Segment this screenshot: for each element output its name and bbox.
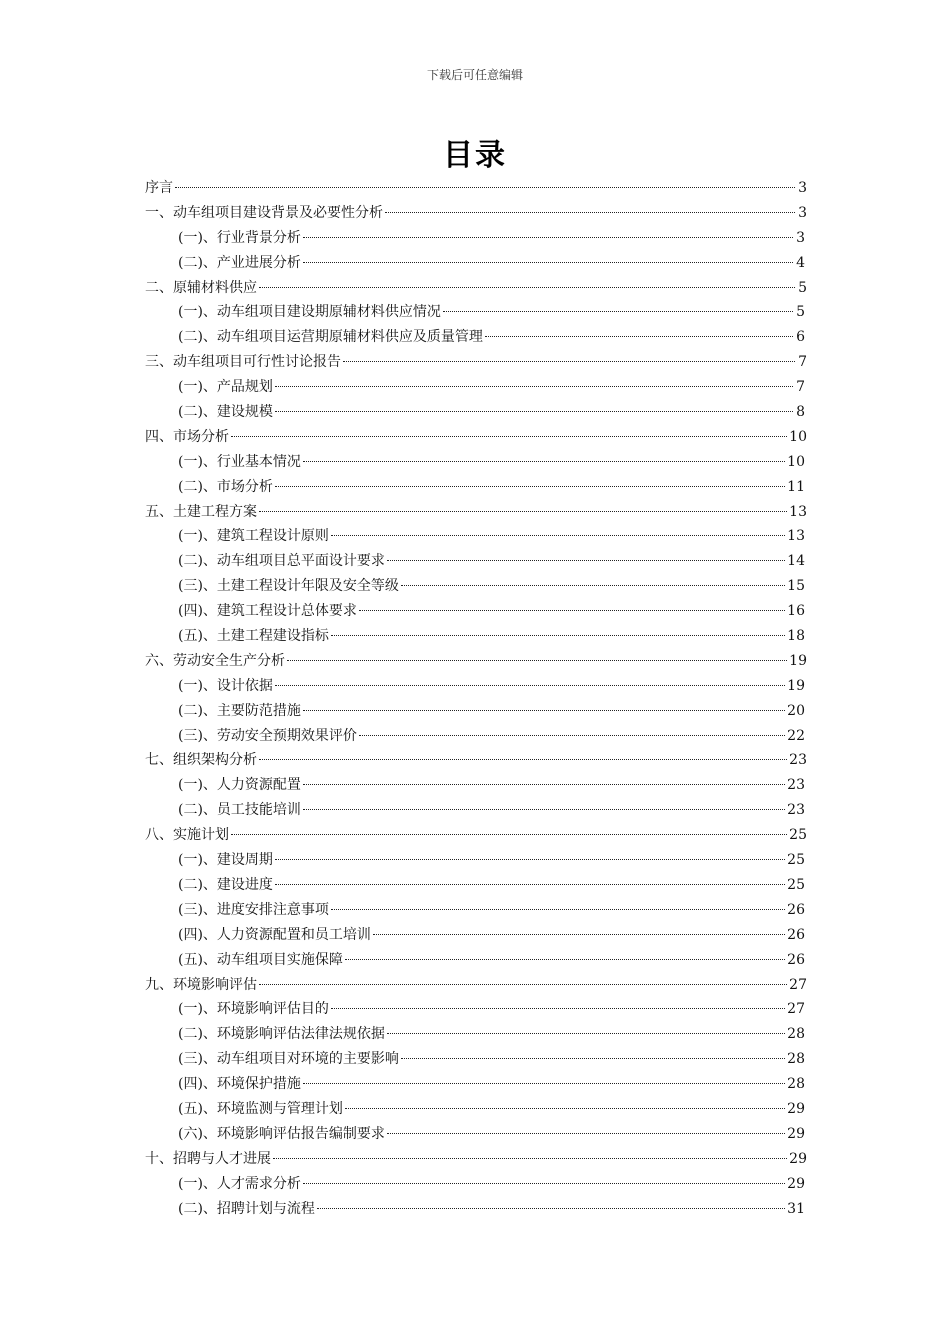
toc-dot-leader [331, 535, 785, 536]
toc-entry-page: 11 [787, 478, 805, 495]
toc-entry[interactable] [145, 748, 807, 773]
toc-entry-page: 29 [789, 1150, 807, 1167]
toc-entry[interactable] [145, 973, 807, 998]
toc-entry[interactable] [145, 425, 807, 450]
toc-dot-leader [331, 635, 785, 636]
toc-entry-page: 18 [787, 628, 805, 645]
toc-entry-label: 五、土建工程方案 [145, 503, 257, 520]
toc-dot-leader [303, 809, 785, 810]
toc-dot-leader [303, 237, 793, 238]
toc-entry[interactable] [145, 226, 807, 251]
toc-entry[interactable] [145, 649, 807, 674]
toc-entry-label: (二)、动车组项目运营期原辅材料供应及质量管理 [178, 329, 483, 346]
toc-entry-page: 8 [796, 404, 805, 421]
toc-entry-label: 八、实施计划 [145, 827, 229, 844]
toc-entry-page: 6 [796, 329, 805, 346]
toc-entry-label: 序言 [145, 180, 173, 196]
toc-dot-leader [331, 1008, 785, 1009]
toc-entry[interactable] [145, 500, 807, 525]
toc-entry[interactable] [145, 201, 807, 226]
toc-entry-page: 31 [787, 1200, 805, 1217]
toc-dot-leader [275, 486, 785, 487]
toc-entry-page: 3 [798, 180, 807, 196]
toc-entry[interactable] [145, 276, 807, 301]
toc-entry[interactable] [145, 574, 807, 599]
toc-dot-leader [175, 187, 795, 188]
toc-entry[interactable] [145, 1097, 807, 1122]
toc-entry-page: 20 [787, 702, 805, 719]
toc-entry-label: (二)、环境影响评估法律法规依据 [178, 1026, 385, 1043]
toc-entry-label: (一)、人才需求分析 [178, 1175, 301, 1192]
toc-entry-label: (二)、招聘计划与流程 [178, 1200, 315, 1217]
toc-entry[interactable] [145, 325, 807, 350]
toc-dot-leader [303, 262, 793, 263]
toc-entry-label: (四)、建筑工程设计总体要求 [178, 603, 357, 620]
toc-entry-label: (二)、市场分析 [178, 478, 273, 495]
toc-entry-page: 25 [789, 827, 807, 844]
toc-dot-leader [275, 884, 785, 885]
toc-entry-label: (二)、员工技能培训 [178, 802, 301, 819]
toc-entry-page: 28 [787, 1026, 805, 1043]
toc-entry-page: 26 [787, 951, 805, 968]
toc-entry-label: (三)、土建工程设计年限及安全等级 [178, 578, 399, 595]
toc-dot-leader [259, 984, 787, 985]
toc-dot-leader [303, 784, 785, 785]
toc-entry-page: 26 [787, 901, 805, 918]
toc-entry-page: 5 [796, 304, 805, 321]
toc-entry-label: (五)、环境监测与管理计划 [178, 1100, 343, 1117]
toc-entry[interactable] [145, 1197, 807, 1222]
toc-entry[interactable] [145, 923, 807, 948]
page-header: 下载后可任意编辑 [426, 68, 523, 82]
toc-entry[interactable] [145, 1172, 807, 1197]
toc-entry[interactable] [145, 1072, 807, 1097]
toc-entry-page: 16 [787, 603, 805, 620]
toc-entry[interactable] [145, 997, 807, 1022]
toc-entry-page: 7 [796, 379, 805, 396]
toc-entry[interactable] [145, 1047, 807, 1072]
toc-entry-page: 15 [787, 578, 805, 595]
toc-dot-leader [331, 909, 785, 910]
toc-dot-leader [303, 1183, 785, 1184]
toc-entry[interactable] [145, 898, 807, 923]
toc-dot-leader [401, 585, 785, 586]
toc-entry[interactable] [145, 798, 807, 823]
toc-entry-label: (二)、产业进展分析 [178, 254, 301, 271]
toc-entry[interactable] [145, 674, 807, 699]
toc-entry-label: (三)、劳动安全预期效果评价 [178, 727, 357, 744]
toc-dot-leader [287, 660, 787, 661]
toc-entry-label: 四、市场分析 [145, 428, 229, 445]
toc-entry-label: (一)、产品规划 [178, 379, 273, 396]
toc-dot-leader [401, 1058, 785, 1059]
page-title: 目录 [443, 138, 507, 173]
toc-entry-page: 29 [787, 1100, 805, 1117]
toc-entry-label: 六、劳动安全生产分析 [145, 652, 285, 669]
toc-entry-label: 十、招聘与人才进展 [145, 1150, 271, 1167]
toc-entry[interactable] [145, 524, 807, 549]
toc-entry[interactable] [145, 773, 807, 798]
table-of-contents [145, 176, 807, 1221]
toc-entry-page: 28 [787, 1076, 805, 1093]
toc-entry[interactable] [145, 400, 807, 425]
toc-dot-leader [275, 685, 785, 686]
toc-dot-leader [385, 212, 795, 213]
toc-entry-label: 二、原辅材料供应 [145, 279, 257, 296]
toc-entry-label: 三、动车组项目可行性讨论报告 [145, 354, 341, 371]
toc-entry[interactable] [145, 724, 807, 749]
toc-dot-leader [259, 759, 787, 760]
toc-entry-label: (二)、建设规模 [178, 404, 273, 421]
toc-entry-label: (一)、行业背景分析 [178, 229, 301, 246]
toc-entry[interactable] [145, 699, 807, 724]
toc-entry[interactable] [145, 549, 807, 574]
toc-dot-leader [387, 560, 785, 561]
toc-entry[interactable] [145, 624, 807, 649]
toc-entry-label: (四)、环境保护措施 [178, 1076, 301, 1093]
toc-entry-page: 10 [789, 428, 807, 445]
toc-dot-leader [345, 959, 785, 960]
toc-entry-label: (三)、动车组项目对环境的主要影响 [178, 1051, 399, 1068]
toc-dot-leader [387, 1133, 785, 1134]
toc-entry-page: 25 [787, 876, 805, 893]
toc-entry[interactable] [145, 823, 807, 848]
toc-dot-leader [303, 461, 785, 462]
toc-entry-label: (五)、动车组项目实施保障 [178, 951, 343, 968]
toc-dot-leader [303, 1083, 785, 1084]
toc-entry-label: 一、动车组项目建设背景及必要性分析 [145, 204, 383, 221]
toc-entry-page: 19 [789, 652, 807, 669]
toc-entry-page: 25 [787, 852, 805, 869]
toc-dot-leader [303, 710, 785, 711]
toc-entry-page: 10 [787, 453, 805, 470]
toc-entry[interactable] [145, 873, 807, 898]
toc-dot-leader [359, 735, 785, 736]
toc-entry[interactable] [145, 450, 807, 475]
toc-entry[interactable] [145, 1022, 807, 1047]
toc-entry[interactable] [145, 475, 807, 500]
toc-entry-label: (一)、环境影响评估目的 [178, 1001, 329, 1018]
toc-entry-page: 3 [798, 204, 807, 221]
toc-dot-leader [359, 610, 785, 611]
toc-entry-page: 14 [787, 553, 805, 570]
toc-entry-page: 23 [787, 802, 805, 819]
toc-dot-leader [485, 336, 793, 337]
toc-entry-label: (四)、人力资源配置和员工培训 [178, 926, 371, 943]
toc-entry-label: (二)、主要防范措施 [178, 702, 301, 719]
toc-entry-label: (一)、动车组项目建设期原辅材料供应情况 [178, 304, 441, 321]
toc-entry-label: (一)、建筑工程设计原则 [178, 528, 329, 545]
toc-entry-label: 九、环境影响评估 [145, 976, 257, 993]
toc-dot-leader [373, 934, 785, 935]
toc-entry-page: 29 [787, 1125, 805, 1142]
toc-dot-leader [317, 1208, 785, 1209]
toc-dot-leader [231, 834, 787, 835]
toc-entry-label: (一)、人力资源配置 [178, 777, 301, 794]
toc-entry-page: 23 [787, 777, 805, 794]
toc-entry-label: (二)、动车组项目总平面设计要求 [178, 553, 385, 570]
toc-entry[interactable] [145, 948, 807, 973]
toc-entry-page: 4 [796, 254, 805, 271]
toc-dot-leader [443, 311, 793, 312]
toc-entry[interactable] [145, 350, 807, 375]
toc-entry-label: (五)、土建工程建设指标 [178, 628, 329, 645]
toc-entry-page: 7 [798, 354, 807, 371]
toc-dot-leader [273, 1158, 787, 1159]
toc-entry[interactable] [145, 848, 807, 873]
toc-entry-page: 28 [787, 1051, 805, 1068]
toc-entry[interactable] [145, 251, 807, 276]
toc-entry[interactable] [145, 300, 807, 325]
toc-entry-page: 23 [789, 752, 807, 769]
toc-dot-leader [387, 1033, 785, 1034]
toc-entry-label: (六)、环境影响评估报告编制要求 [178, 1125, 385, 1142]
toc-entry-page: 3 [796, 229, 805, 246]
toc-dot-leader [259, 287, 795, 288]
toc-entry-label: 七、组织架构分析 [145, 752, 257, 769]
toc-entry-page: 22 [787, 727, 805, 744]
toc-entry[interactable] [145, 375, 807, 400]
toc-entry-page: 5 [798, 279, 807, 296]
toc-entry-label: (二)、建设进度 [178, 876, 273, 893]
toc-entry-label: (三)、进度安排注意事项 [178, 901, 329, 918]
toc-dot-leader [345, 1108, 785, 1109]
toc-entry[interactable] [145, 1147, 807, 1172]
toc-dot-leader [275, 859, 785, 860]
toc-entry-label: (一)、行业基本情况 [178, 453, 301, 470]
toc-dot-leader [259, 511, 787, 512]
toc-dot-leader [275, 411, 793, 412]
toc-entry-page: 26 [787, 926, 805, 943]
toc-entry-page: 27 [787, 1001, 805, 1018]
toc-entry[interactable] [145, 1122, 807, 1147]
toc-dot-leader [343, 361, 795, 362]
toc-entry[interactable] [145, 599, 807, 624]
toc-dot-leader [231, 436, 787, 437]
toc-entry-label: (一)、建设周期 [178, 852, 273, 869]
toc-entry-page: 19 [787, 677, 805, 694]
toc-entry-page: 13 [787, 528, 805, 545]
toc-entry-label: (一)、设计依据 [178, 677, 273, 694]
toc-entry-page: 27 [789, 976, 807, 993]
toc-entry-page: 29 [787, 1175, 805, 1192]
toc-dot-leader [275, 386, 793, 387]
toc-entry[interactable] [145, 176, 807, 201]
toc-entry-page: 13 [789, 503, 807, 520]
